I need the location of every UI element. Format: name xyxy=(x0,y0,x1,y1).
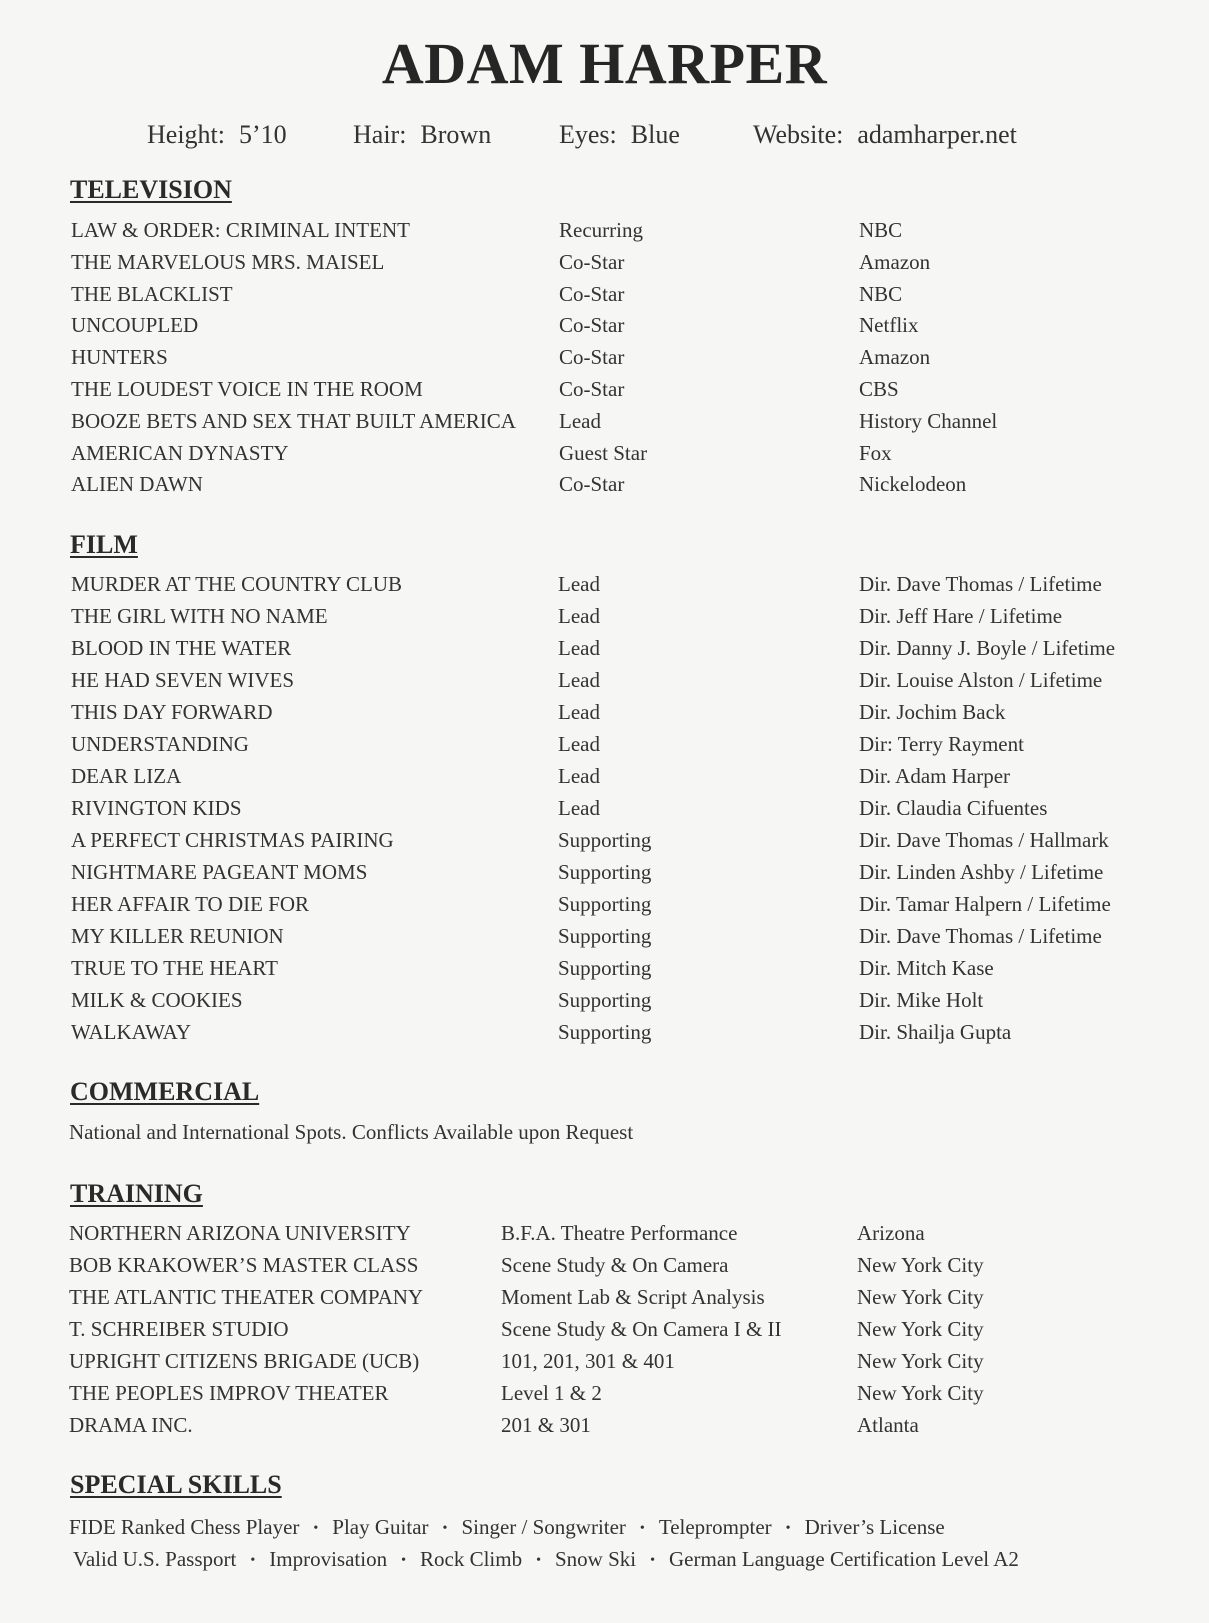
credit-row xyxy=(0,441,1209,473)
credit-detail: Dir. Mike Holt xyxy=(859,988,984,1012)
credit-role: Lead xyxy=(558,636,600,660)
credit-role: Guest Star xyxy=(559,440,648,465)
credit-detail: New York City xyxy=(857,1381,984,1405)
credit-title: UNDERSTANDING xyxy=(71,732,249,756)
credit-title: BOOZE BETS AND SEX THAT BUILT AMERICA xyxy=(71,408,516,433)
bullet-separator: • xyxy=(536,1553,541,1568)
credit-row xyxy=(0,604,1209,636)
credit-role: Lead xyxy=(558,668,600,692)
credit-row xyxy=(0,892,1209,924)
stat-website xyxy=(753,120,1017,150)
credit-role: Supporting xyxy=(558,956,652,980)
credit-row xyxy=(0,345,1209,377)
credit-role: Co-Star xyxy=(559,281,625,306)
credit-row xyxy=(0,956,1209,988)
credit-role: Recurring xyxy=(559,218,643,242)
credit-row xyxy=(0,282,1209,314)
credit-detail: Dir. Danny J. Boyle / Lifetime xyxy=(859,636,1116,660)
credit-row xyxy=(0,860,1209,892)
credit-role: Level 1 & 2 xyxy=(501,1381,602,1405)
credit-role: Supporting xyxy=(558,860,652,884)
credit-role: Supporting xyxy=(558,924,652,948)
credit-detail: Amazon xyxy=(859,345,931,370)
credit-row xyxy=(0,828,1209,860)
credit-title: THIS DAY FORWARD xyxy=(71,700,273,724)
credit-title: THE ATLANTIC THEATER COMPANY xyxy=(69,1285,424,1309)
credit-row xyxy=(0,409,1209,441)
credit-row xyxy=(0,572,1209,604)
skill-item: Singer / Songwriter xyxy=(461,1515,626,1539)
skills-heading: SPECIAL SKILLS xyxy=(70,1470,282,1499)
credit-title: DRAMA INC. xyxy=(69,1413,193,1437)
commercial-note: National and International Spots. Conflicts Available upon Request xyxy=(69,1120,634,1144)
credit-row xyxy=(0,796,1209,828)
credit-row xyxy=(0,924,1209,956)
credit-title: LAW & ORDER: CRIMINAL INTENT xyxy=(71,218,410,242)
skills-line-2 xyxy=(73,1547,1019,1572)
stat-label: Eyes: xyxy=(559,120,617,149)
credit-detail: New York City xyxy=(857,1285,984,1309)
credit-title: RIVINGTON KIDS xyxy=(71,796,242,820)
credit-role: Lead xyxy=(558,764,600,788)
skill-item: Snow Ski xyxy=(555,1547,637,1571)
credit-role: Scene Study & On Camera xyxy=(501,1253,729,1277)
bullet-separator: • xyxy=(650,1553,656,1568)
stat-value: 5’10 xyxy=(239,120,287,149)
credit-title: HUNTERS xyxy=(71,345,168,370)
credit-role: Supporting xyxy=(558,892,652,916)
credit-detail: Dir. Mitch Kase xyxy=(859,956,994,980)
credit-detail: Dir. Dave Thomas / Lifetime xyxy=(859,572,1102,596)
credit-detail: Dir. Louise Alston / Lifetime xyxy=(859,668,1103,692)
credit-role: Co-Star xyxy=(559,313,625,338)
stat-label: Website: xyxy=(753,120,844,149)
credit-role: Co-Star xyxy=(559,345,625,370)
credit-row xyxy=(0,1413,1209,1445)
stat-label: Height: xyxy=(147,120,225,149)
credit-role: Supporting xyxy=(558,988,652,1012)
credit-role: Scene Study & On Camera I & II xyxy=(501,1317,782,1341)
credit-row xyxy=(0,1020,1209,1052)
credit-detail: CBS xyxy=(859,377,899,401)
credit-detail: NBC xyxy=(859,281,903,306)
bullet-separator: • xyxy=(313,1521,319,1536)
credit-row xyxy=(0,636,1209,668)
credit-title: ALIEN DAWN xyxy=(71,472,203,497)
credit-row xyxy=(0,313,1209,345)
credit-role: B.F.A. Theatre Performance xyxy=(501,1221,738,1245)
credit-title: A PERFECT CHRISTMAS PAIRING xyxy=(71,828,394,852)
credit-detail: Dir: Terry Rayment xyxy=(859,732,1024,756)
credit-title: BOB KRAKOWER’S MASTER CLASS xyxy=(69,1253,419,1277)
credit-row xyxy=(0,1317,1209,1349)
stat-hair xyxy=(353,120,491,150)
credit-detail: Dir. Jeff Hare / Lifetime xyxy=(859,604,1063,628)
credit-detail: Dir. Linden Ashby / Lifetime xyxy=(859,860,1104,884)
credit-detail: Dir. Claudia Cifuentes xyxy=(859,796,1048,820)
credit-title: WALKAWAY xyxy=(71,1020,192,1044)
credit-detail: NBC xyxy=(859,218,903,242)
credit-role: Lead xyxy=(558,796,600,820)
credit-detail: Dir. Dave Thomas / Hallmark xyxy=(859,828,1109,852)
credit-role: Co-Star xyxy=(559,472,625,497)
credit-role: Moment Lab & Script Analysis xyxy=(501,1285,765,1309)
credit-role: Lead xyxy=(558,604,600,628)
credit-row xyxy=(0,1221,1209,1253)
credit-title: BLOOD IN THE WATER xyxy=(71,636,292,660)
credit-role: 101, 201, 301 & 401 xyxy=(501,1349,675,1373)
credit-title: T. SCHREIBER STUDIO xyxy=(69,1317,289,1341)
credit-title: MURDER AT THE COUNTRY CLUB xyxy=(71,572,402,596)
credit-row xyxy=(0,732,1209,764)
credit-row xyxy=(0,218,1209,250)
credit-detail: Atlanta xyxy=(857,1413,919,1437)
credit-row xyxy=(0,1285,1209,1317)
credit-detail: Dir. Dave Thomas / Lifetime xyxy=(859,924,1102,948)
skill-item: Improvisation xyxy=(269,1547,388,1571)
credit-row xyxy=(0,250,1209,282)
credit-role: Supporting xyxy=(558,828,652,852)
stat-value: adamharper.net xyxy=(857,120,1017,149)
credit-detail: Dir. Shailja Gupta xyxy=(859,1020,1012,1044)
skill-item: Teleprompter xyxy=(658,1515,772,1539)
stat-label: Hair: xyxy=(353,120,407,149)
skill-item: FIDE Ranked Chess Player xyxy=(69,1515,300,1539)
bullet-separator: • xyxy=(250,1553,256,1568)
credit-title: THE GIRL WITH NO NAME xyxy=(71,604,328,628)
credit-row xyxy=(0,764,1209,796)
skill-item: Play Guitar xyxy=(332,1515,429,1539)
credit-title: MILK & COOKIES xyxy=(71,988,243,1012)
credit-role: Co-Star xyxy=(559,377,625,401)
skill-item: Rock Climb xyxy=(420,1547,523,1571)
credit-role: Lead xyxy=(558,732,600,756)
bullet-separator: • xyxy=(785,1521,791,1536)
credit-detail: Amazon xyxy=(859,249,931,274)
credit-title: NORTHERN ARIZONA UNIVERSITY xyxy=(69,1221,411,1245)
credit-title: HE HAD SEVEN WIVES xyxy=(71,668,295,692)
skill-item: Driver’s License xyxy=(804,1515,945,1539)
credit-row xyxy=(0,377,1209,409)
credit-row xyxy=(0,668,1209,700)
credit-title: UPRIGHT CITIZENS BRIGADE (UCB) xyxy=(69,1349,420,1373)
credit-role: 201 & 301 xyxy=(501,1413,591,1437)
bullet-separator: • xyxy=(442,1521,448,1536)
actor-name: ADAM HARPER xyxy=(381,31,828,96)
stat-eyes xyxy=(559,120,680,150)
skills-line-1 xyxy=(69,1515,945,1540)
training-heading: TRAINING xyxy=(70,1179,203,1208)
credit-detail: Arizona xyxy=(857,1221,925,1245)
stat-value: Blue xyxy=(630,120,680,149)
television-heading: TELEVISION xyxy=(70,175,232,204)
credit-title: THE MARVELOUS MRS. MAISEL xyxy=(71,249,385,274)
credit-detail: Dir. Tamar Halpern / Lifetime xyxy=(859,892,1111,916)
credit-row xyxy=(0,700,1209,732)
credit-title: DEAR LIZA xyxy=(71,764,182,788)
skill-item: Valid U.S. Passport xyxy=(73,1547,237,1571)
stat-value: Brown xyxy=(420,120,492,149)
credit-detail: New York City xyxy=(857,1317,984,1341)
skill-item: German Language Certification Level A2 xyxy=(669,1547,1019,1571)
credit-role: Lead xyxy=(559,408,601,433)
credit-title: NIGHTMARE PAGEANT MOMS xyxy=(71,860,368,884)
credit-detail: Fox xyxy=(859,440,892,465)
credit-title: THE LOUDEST VOICE IN THE ROOM xyxy=(71,377,423,401)
commercial-heading: COMMERCIAL xyxy=(70,1077,260,1106)
credit-role: Lead xyxy=(558,572,600,596)
stat-height xyxy=(147,120,287,150)
bullet-separator: • xyxy=(401,1553,406,1568)
credit-row xyxy=(0,1253,1209,1285)
credit-detail: New York City xyxy=(857,1349,984,1373)
credit-title: UNCOUPLED xyxy=(71,313,199,338)
credit-row xyxy=(0,988,1209,1020)
credit-title: HER AFFAIR TO DIE FOR xyxy=(71,892,310,916)
credit-title: THE PEOPLES IMPROV THEATER xyxy=(69,1381,389,1405)
credit-detail: New York City xyxy=(857,1253,984,1277)
credit-title: MY KILLER REUNION xyxy=(71,924,284,948)
film-heading: FILM xyxy=(70,530,138,559)
credit-title: THE BLACKLIST xyxy=(71,281,233,306)
credit-role: Supporting xyxy=(558,1020,652,1044)
bullet-separator: • xyxy=(639,1521,645,1536)
credit-row xyxy=(0,1381,1209,1413)
credit-title: AMERICAN DYNASTY xyxy=(71,440,289,465)
credit-row xyxy=(0,472,1209,504)
credit-detail: History Channel xyxy=(859,408,998,433)
credit-role: Co-Star xyxy=(559,249,625,274)
credit-detail: Netflix xyxy=(859,313,919,338)
credit-row xyxy=(0,1349,1209,1381)
credit-detail: Nickelodeon xyxy=(859,472,967,497)
credit-detail: Dir. Jochim Back xyxy=(859,700,1006,724)
credit-title: TRUE TO THE HEART xyxy=(71,956,278,980)
credit-role: Lead xyxy=(558,700,600,724)
credit-detail: Dir. Adam Harper xyxy=(859,764,1011,788)
